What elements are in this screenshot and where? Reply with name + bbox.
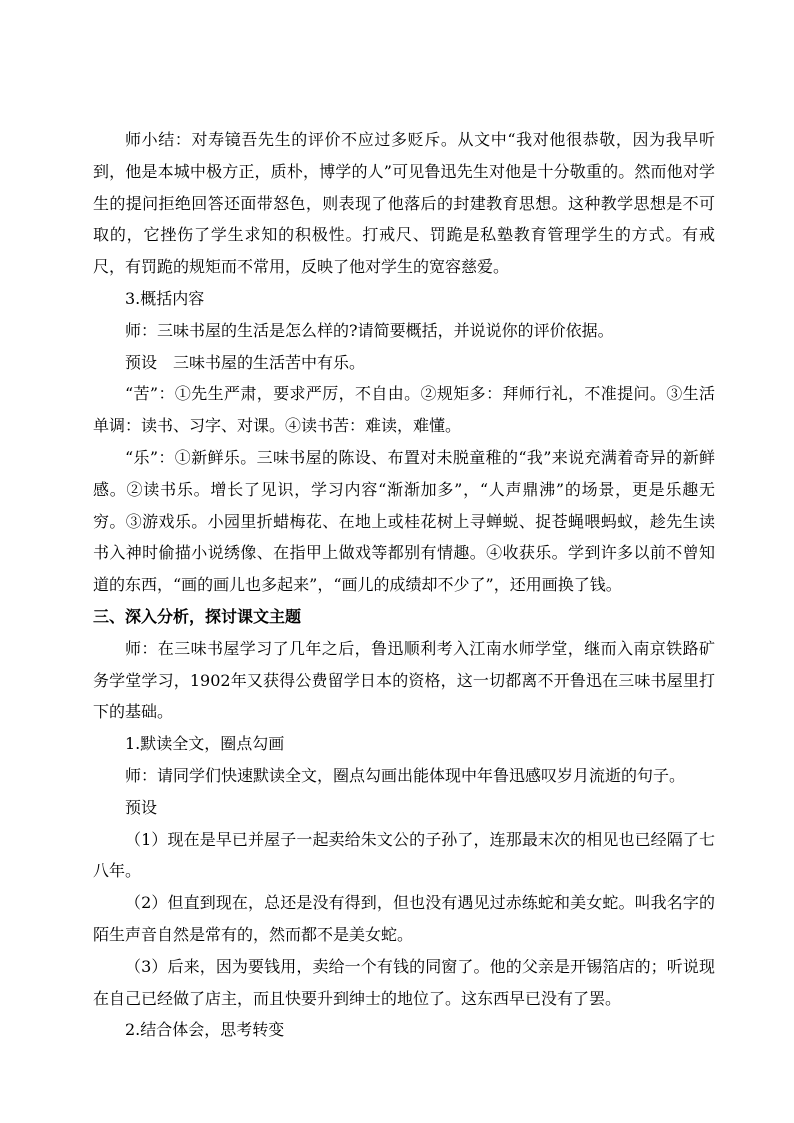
- paragraph-quote-three: （3）后来，因为要钱用，卖给一个有钱的同窗了。他的父亲是开锡箔店的；听说现在自己已经做了店主，而且快要升到绅士的地位了。这东西早已没有了罢。: [93, 956, 715, 1008]
- paragraph-bitterness: “苦”：①先生严肃，要求严厉，不自由。②规矩多：拜师行礼，不准提问。③生活单调：读书、习字、对课。④读书苦：难读，难懂。: [93, 384, 715, 436]
- paragraph-preset-answer: 预设 三味书屋的生活苦中有乐。: [125, 352, 366, 372]
- paragraph-quote-two: （2）但直到现在，总还是没有得到，但也没有遇见过赤练蛇和美女蛇。叫我名字的陌生声音自然是常有的，然而都不是美女蛇。: [93, 893, 715, 944]
- paragraph-teacher-summary: 师小结：对寿镜吾先生的评价不应过多贬斥。从文中“我对他很恭敬，因为我早听到，他是本城中极方正，质朴，博学的人”可见鲁迅先生对他是十分敬重的。然而他对学生的提问拒绝回答还面带怒色，则表现了他落后的封建教育思想。这种教学思想是不可取的，它挫伤了学生求知的积极性。打戒尺、罚跪是私塾教育管理学生的方式。有戒尺，有罚跪的规矩而不常用，反映了他对学生的宽容慈爱。: [93, 130, 715, 277]
- paragraph-teacher-intro: 师：在三味书屋学习了几年之后，鲁迅顺利考入江南水师学堂，继而入南京铁路矿务学堂学习，1902年又获得公费留学日本的资格，这一切都离不开鲁迅在三味书屋里打下的基础。: [93, 638, 715, 722]
- paragraph-joy: “乐”：①新鲜乐。三味书屋的陈设、布置对未脱童稚的“我”来说充满着奇异的新鲜感。②读书乐。增长了见识，学习内容“渐渐加多”，“人声鼎沸”的场景，更是乐趣无穷。③游戏乐。小园里折蜡梅花、在地上或桂花树上寻蝉蜕、捉苍蝇喂蚂蚁，趁先生读书入神时偷描小说绣像、在指甲上做戏等都别有情趣。④收获乐。学到许多以前不曾知道的东西，“画的画儿也多起来”，“画儿的成绩却不少了”，还用画换了钱。: [93, 447, 715, 595]
- paragraph-preset: 预设: [125, 797, 158, 817]
- section-heading-three: 三、深入分析，探讨课文主题: [93, 606, 302, 626]
- paragraph-teacher-instruction: 师：请同学们快速默读全文，圈点勾画出能体现中年鲁迅感叹岁月流逝的句子。: [125, 765, 686, 785]
- paragraph-silent-reading: 1.默读全文，圈点勾画: [125, 734, 285, 754]
- paragraph-teacher-question: 师：三味书屋的生活是怎么样的?请简要概括，并说说你的评价依据。: [125, 320, 614, 340]
- paragraph-summarize-content: 3.概括内容: [125, 288, 205, 308]
- document-body: [93, 124, 715, 1046]
- paragraph-reflect-change: 2.结合体会，思考转变: [125, 1020, 285, 1040]
- paragraph-quote-one: （1）现在是早已并屋子一起卖给朱文公的子孙了，连那最末次的相见也已经隔了七八年。: [93, 829, 715, 881]
